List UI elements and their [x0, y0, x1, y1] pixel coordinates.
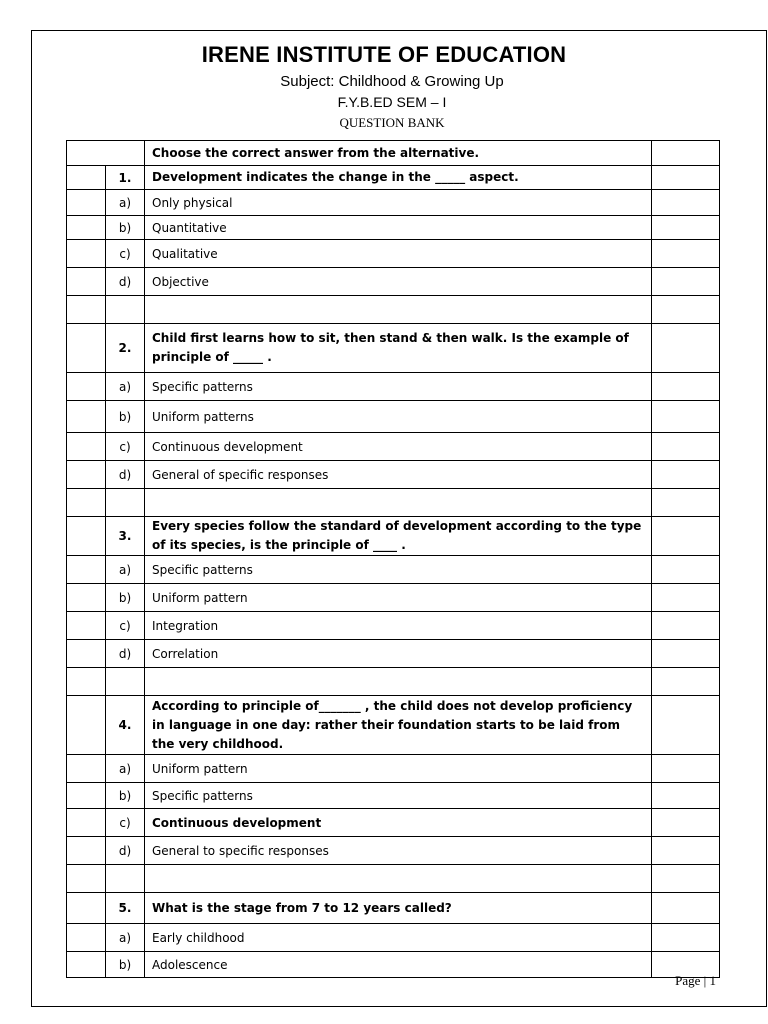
- question-row: [67, 166, 720, 190]
- blank-cell: [106, 865, 145, 893]
- option-label: b): [106, 783, 145, 809]
- spacer-row: [67, 865, 720, 893]
- option-row: [67, 584, 720, 612]
- answer-cell: [652, 268, 720, 296]
- institute-title: IRENE INSTITUTE OF EDUCATION: [201, 42, 567, 67]
- option-row: [67, 556, 720, 584]
- option-label: d): [106, 268, 145, 296]
- answer-cell: [652, 240, 720, 268]
- blank-cell: [652, 296, 720, 324]
- option-row: [67, 433, 720, 461]
- spacer-row: [67, 489, 720, 517]
- option-label: d): [106, 640, 145, 668]
- answer-cell: [652, 166, 720, 190]
- answer-cell: [652, 696, 720, 755]
- option-text: Specific patterns: [145, 783, 652, 809]
- blank-cell: [67, 489, 106, 517]
- option-row: [67, 952, 720, 978]
- option-label: a): [106, 556, 145, 584]
- option-text: Only physical: [145, 190, 652, 216]
- spacer-row: [67, 296, 720, 324]
- question-number: 1.: [106, 166, 145, 190]
- option-row: [67, 373, 720, 401]
- question-text: What is the stage from 7 to 12 years called?: [145, 893, 652, 924]
- option-row: [67, 190, 720, 216]
- option-row: [67, 216, 720, 240]
- blank-cell: [145, 865, 652, 893]
- option-text: Uniform pattern: [145, 755, 652, 783]
- question-text: According to principle of_______ , the child does not develop proficiency in language in one day: rather their foundation starts to be laid from the very childhood.: [145, 696, 652, 755]
- option-row: [67, 268, 720, 296]
- doc-type: QUESTION BANK: [339, 115, 445, 130]
- option-text: Correlation: [145, 640, 652, 668]
- question-text: Every species follow the standard of development according to the type of its species, is the principle of ____ .: [145, 517, 652, 556]
- answer-cell: [652, 612, 720, 640]
- blank-cell: [67, 517, 106, 556]
- blank-cell: [67, 296, 106, 324]
- blank-cell: [145, 489, 652, 517]
- blank-cell: [67, 190, 106, 216]
- instruction-row: [67, 141, 720, 166]
- blank-cell: [67, 837, 106, 865]
- blank-cell: [67, 696, 106, 755]
- option-row: [67, 924, 720, 952]
- option-label: d): [106, 461, 145, 489]
- blank-cell: [67, 668, 106, 696]
- answer-cell: [652, 141, 720, 166]
- blank-cell: [67, 166, 106, 190]
- blank-cell: [145, 296, 652, 324]
- question-table-body: [67, 141, 720, 978]
- answer-cell: [652, 324, 720, 373]
- blank-cell: [106, 668, 145, 696]
- question-number: 2.: [106, 324, 145, 373]
- answer-cell: [652, 924, 720, 952]
- blank-cell: [67, 556, 106, 584]
- answer-cell: [652, 190, 720, 216]
- blank-cell: [106, 489, 145, 517]
- option-text: Integration: [145, 612, 652, 640]
- option-text: Uniform pattern: [145, 584, 652, 612]
- option-label: b): [106, 401, 145, 433]
- blank-cell: [67, 952, 106, 978]
- option-label: b): [106, 952, 145, 978]
- option-row: [67, 612, 720, 640]
- blank-cell: [67, 373, 106, 401]
- blank-cell: [67, 924, 106, 952]
- option-text: General of specific responses: [145, 461, 652, 489]
- answer-cell: [652, 461, 720, 489]
- question-row: [67, 324, 720, 373]
- question-number: 5.: [106, 893, 145, 924]
- blank-cell: [67, 893, 106, 924]
- question-row: [67, 696, 720, 755]
- blank-cell: [67, 461, 106, 489]
- answer-cell: [652, 837, 720, 865]
- question-text: Development indicates the change in the _____ aspect.: [145, 166, 652, 190]
- option-text: General to specific responses: [145, 837, 652, 865]
- option-text: Adolescence: [145, 952, 652, 978]
- answer-cell: [652, 809, 720, 837]
- question-table: [66, 140, 720, 978]
- option-row: [67, 837, 720, 865]
- option-label: d): [106, 837, 145, 865]
- question-number: 3.: [106, 517, 145, 556]
- option-label: a): [106, 373, 145, 401]
- answer-cell: [652, 584, 720, 612]
- blank-cell: [652, 668, 720, 696]
- option-text: Continuous development: [145, 433, 652, 461]
- option-label: a): [106, 924, 145, 952]
- option-text: Qualitative: [145, 240, 652, 268]
- option-label: b): [106, 584, 145, 612]
- question-row: [67, 893, 720, 924]
- option-row: [67, 240, 720, 268]
- option-text: Continuous development: [145, 809, 652, 837]
- answer-cell: [652, 783, 720, 809]
- blank-cell: [67, 755, 106, 783]
- option-label: a): [106, 190, 145, 216]
- option-label: c): [106, 240, 145, 268]
- option-label: c): [106, 809, 145, 837]
- spacer-row: [67, 668, 720, 696]
- blank-cell: [67, 433, 106, 461]
- option-label: c): [106, 433, 145, 461]
- answer-cell: [652, 373, 720, 401]
- blank-cell: [67, 809, 106, 837]
- blank-cell: [67, 640, 106, 668]
- option-row: [67, 755, 720, 783]
- option-text: Quantitative: [145, 216, 652, 240]
- question-text: Child first learns how to sit, then stand & then walk. Is the example of principle of _____ .: [145, 324, 652, 373]
- answer-cell: [652, 556, 720, 584]
- blank-cell: [652, 489, 720, 517]
- option-label: c): [106, 612, 145, 640]
- blank-cell: [67, 216, 106, 240]
- instruction-text: Choose the correct answer from the alternative.: [145, 141, 652, 166]
- option-row: [67, 640, 720, 668]
- class-line: F.Y.B.ED SEM – I: [337, 94, 447, 110]
- option-label: a): [106, 755, 145, 783]
- blank-cell: [67, 401, 106, 433]
- blank-cell: [67, 141, 145, 166]
- blank-cell: [652, 865, 720, 893]
- option-text: Specific patterns: [145, 373, 652, 401]
- answer-cell: [652, 755, 720, 783]
- option-label: b): [106, 216, 145, 240]
- page-number: Page | 1: [675, 973, 716, 988]
- blank-cell: [67, 240, 106, 268]
- answer-cell: [652, 216, 720, 240]
- blank-cell: [67, 783, 106, 809]
- answer-cell: [652, 401, 720, 433]
- blank-cell: [67, 584, 106, 612]
- option-text: Objective: [145, 268, 652, 296]
- question-row: [67, 517, 720, 556]
- subject-line: Subject: Childhood & Growing Up: [280, 73, 504, 90]
- option-row: [67, 809, 720, 837]
- answer-cell: [652, 517, 720, 556]
- option-text: Uniform patterns: [145, 401, 652, 433]
- answer-cell: [652, 640, 720, 668]
- blank-cell: [67, 268, 106, 296]
- blank-cell: [67, 324, 106, 373]
- blank-cell: [67, 865, 106, 893]
- answer-cell: [652, 893, 720, 924]
- blank-cell: [67, 612, 106, 640]
- option-text: Specific patterns: [145, 556, 652, 584]
- option-text: Early childhood: [145, 924, 652, 952]
- option-row: [67, 461, 720, 489]
- answer-cell: [652, 433, 720, 461]
- blank-cell: [145, 668, 652, 696]
- option-row: [67, 401, 720, 433]
- blank-cell: [106, 296, 145, 324]
- question-number: 4.: [106, 696, 145, 755]
- option-row: [67, 783, 720, 809]
